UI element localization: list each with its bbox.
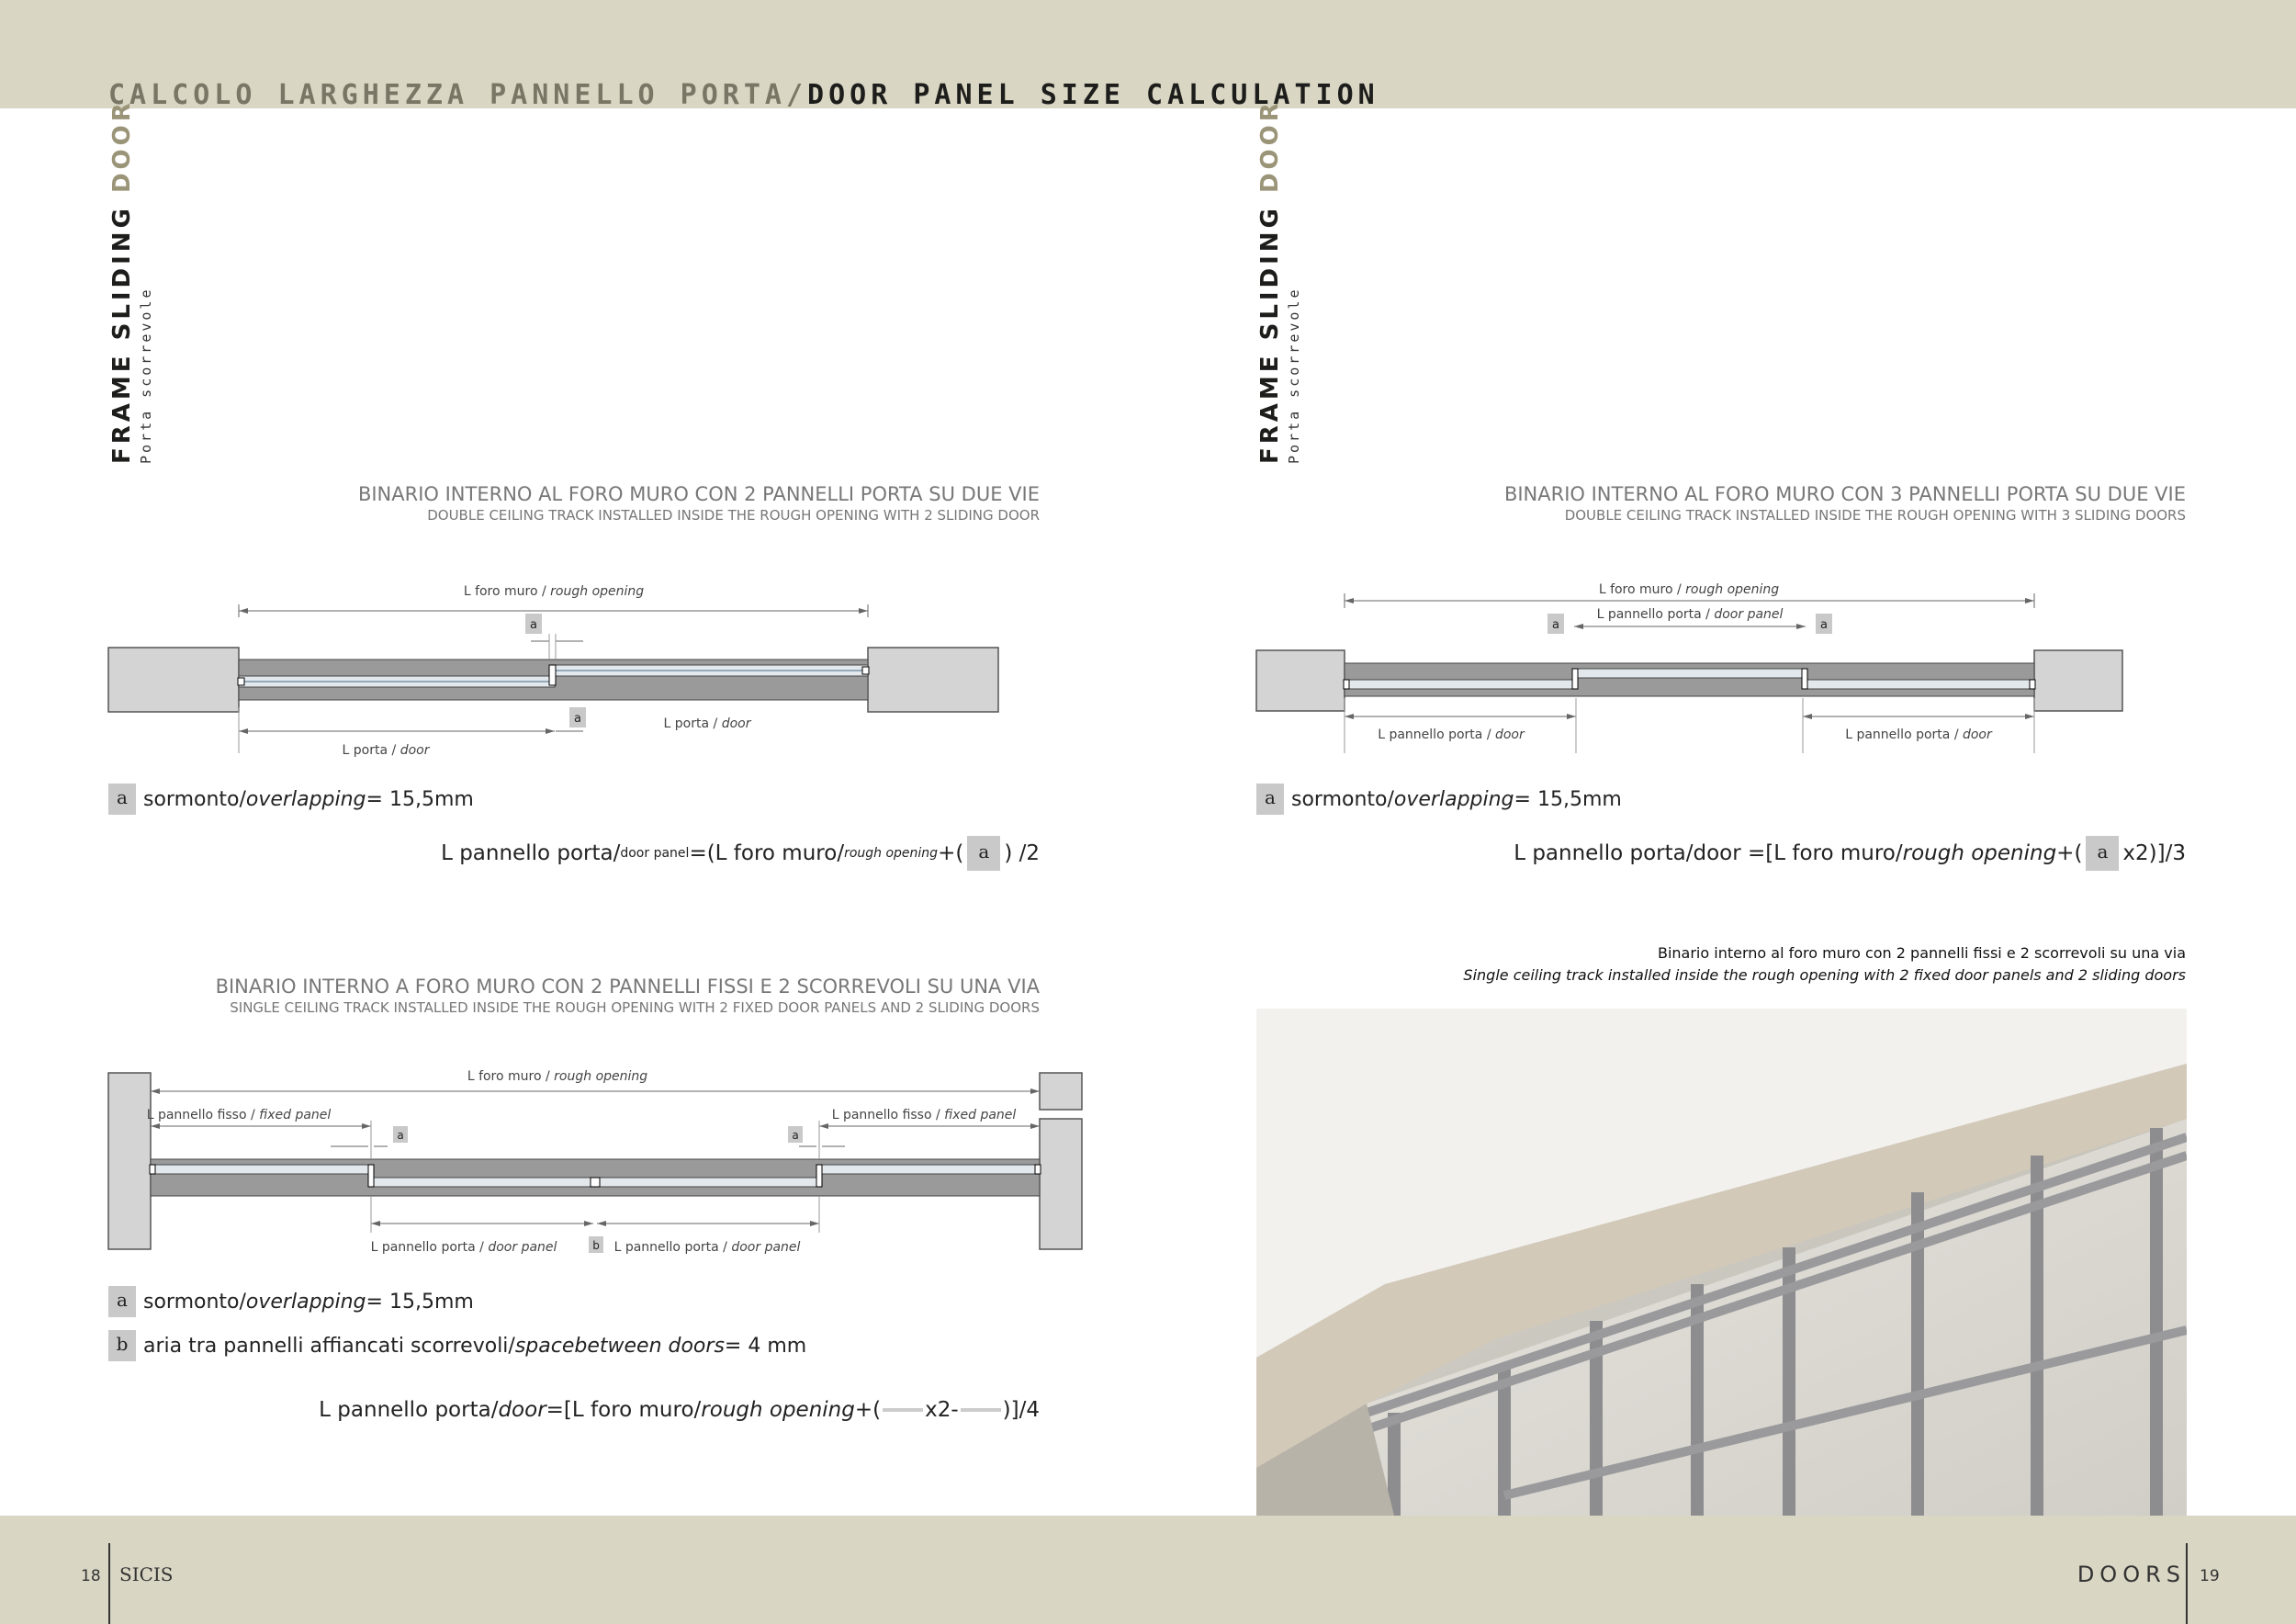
side-title-door: DOOR xyxy=(108,99,136,194)
photo-caption-it: Binario interno al foro muro con 2 pannelli fissi e 2 scorrevoli su una via xyxy=(1657,944,2186,962)
section3-title-en: SINGLE CEILING TRACK INSTALLED INSIDE THE ROUGH OPENING WITH 2 FIXED DOOR PANELS AND 2 SLIDING DOORS xyxy=(230,999,1040,1016)
label-rough-opening: L foro muro / rough opening xyxy=(1598,582,1780,597)
label-door-2: L porta / door xyxy=(663,716,751,731)
key-a: a xyxy=(108,1286,136,1317)
key-b: b xyxy=(108,1330,136,1361)
page-title xyxy=(108,79,1379,111)
section3-title-it: BINARIO INTERNO A FORO MURO CON 2 PANNELLI FISSI E 2 SCORREVOLI SU UNA VIA xyxy=(215,976,1040,998)
section2-legend-a: a sormonto/ overlapping = 15,5mm xyxy=(1256,784,1622,815)
section2-formula: L pannello porta/door =[L foro muro/ rough opening +( a x2)]/3 xyxy=(1514,836,2186,871)
label-door-panel-2: L pannello porta / door panel xyxy=(613,1240,801,1255)
svg-text:a: a xyxy=(1820,618,1828,632)
section1-formula: L pannello porta/ door panel =(L foro muro/ rough opening +( a ) /2 xyxy=(441,836,1040,871)
label-fixed-panel-left: L pannello fisso / fixed panel xyxy=(146,1108,332,1122)
side-title-left xyxy=(108,99,191,464)
section3-heading xyxy=(216,976,1040,1016)
formula-key-a: a xyxy=(2086,836,2119,871)
label-fixed-panel-right: L pannello fisso / fixed panel xyxy=(831,1108,1017,1122)
section2-heading xyxy=(1504,483,2186,524)
label-panel-door-left: L pannello porta / door xyxy=(1378,727,1525,742)
wall-left xyxy=(108,648,239,712)
side-title-right xyxy=(1256,99,1339,464)
svg-text:b: b xyxy=(592,1239,600,1252)
wall-right xyxy=(2034,650,2122,711)
side-title-sub: Porta scorrevole xyxy=(138,287,154,464)
photo-caption-en: Single ceiling track installed inside the rough opening with 2 fixed door panels and 2 sliding doors xyxy=(1463,966,2186,984)
door-panel-2 xyxy=(597,1178,819,1187)
footer-divider-left xyxy=(108,1543,110,1624)
svg-text:a: a xyxy=(1552,618,1559,632)
label-door-panel-1: L pannello porta / door panel xyxy=(370,1240,557,1255)
side-title-main: FRAME SLIDING xyxy=(1256,193,1284,464)
section3-diagram xyxy=(101,1056,1093,1268)
label-door-panel: L pannello porta / door panel xyxy=(1596,607,1784,622)
label-door-1: L porta / door xyxy=(342,743,430,758)
section2-title-it: BINARIO INTERNO AL FORO MURO CON 3 PANNELLI PORTA SU DUE VIE xyxy=(1503,483,2186,505)
formula-blank-a xyxy=(883,1408,923,1412)
page-title-it: CALCOLO LARGHEZZA PANNELLO PORTA/ xyxy=(108,79,808,111)
section1-title-en: DOUBLE CEILING TRACK INSTALLED INSIDE THE ROUGH OPENING WITH 2 SLIDING DOOR xyxy=(427,507,1040,524)
formula-key-a: a xyxy=(967,836,1000,871)
label-rough-opening: L foro muro / rough opening xyxy=(467,1069,648,1084)
door-panel-3 xyxy=(1803,680,2034,689)
svg-text:a: a xyxy=(792,1129,799,1142)
key-a: a xyxy=(1256,784,1284,815)
footer-band xyxy=(0,1516,2296,1624)
door-panel-1 xyxy=(371,1178,595,1187)
wall-left xyxy=(1256,650,1345,711)
section3-legend-b: b aria tra pannelli affiancati scorrevoli/ spacebetween doors = 4 mm xyxy=(108,1330,806,1361)
page-number-right: 19 xyxy=(2200,1567,2220,1585)
section1-legend-a: a sormonto/ overlapping = 15,5mm xyxy=(108,784,474,815)
section1-title-it: BINARIO INTERNO AL FORO MURO CON 2 PANNELLI PORTA SU DUE VIE xyxy=(357,483,1040,505)
door-panel-1 xyxy=(1345,680,1576,689)
footer-divider-right xyxy=(2186,1543,2188,1624)
key-a: a xyxy=(108,784,136,815)
fixed-panel-right xyxy=(819,1165,1040,1174)
side-title-main: FRAME SLIDING xyxy=(108,193,136,464)
page-title-en: DOOR PANEL SIZE CALCULATION xyxy=(807,79,1379,111)
wall-right-top xyxy=(1040,1073,1082,1110)
side-title-sub: Porta scorrevole xyxy=(1286,287,1302,464)
page-number-left: 18 xyxy=(81,1567,101,1585)
wall-left xyxy=(108,1073,151,1249)
wall-right xyxy=(868,648,998,712)
section2-diagram xyxy=(1249,570,2177,753)
side-title-door: DOOR xyxy=(1256,99,1284,194)
section1-heading xyxy=(358,483,1040,524)
section1-diagram xyxy=(101,570,1019,762)
section2-title-en: DOUBLE CEILING TRACK INSTALLED INSIDE THE ROUGH OPENING WITH 3 SLIDING DOORS xyxy=(1564,507,2186,524)
section3-legend-a: a sormonto/ overlapping = 15,5mm xyxy=(108,1286,474,1317)
sliding-door-photo xyxy=(1256,1009,2187,1516)
formula-blank-b xyxy=(961,1408,1001,1412)
section3-formula: L pannello porta/ door =[L foro muro/ rough opening +( x2- )]/4 xyxy=(319,1398,1040,1422)
wall-right xyxy=(1040,1119,1082,1249)
footer-section-name: DOORS xyxy=(2077,1562,2186,1587)
svg-text:a: a xyxy=(397,1129,404,1142)
label-panel-door-right: L pannello porta / door xyxy=(1845,727,1992,742)
brand-logo: SICIS xyxy=(119,1563,174,1585)
label-rough-opening: L foro muro / rough opening xyxy=(463,584,645,599)
fixed-panel-left xyxy=(151,1165,371,1174)
svg-text:a: a xyxy=(574,712,581,726)
door-panel-2 xyxy=(1574,669,1806,678)
svg-text:a: a xyxy=(530,618,537,632)
